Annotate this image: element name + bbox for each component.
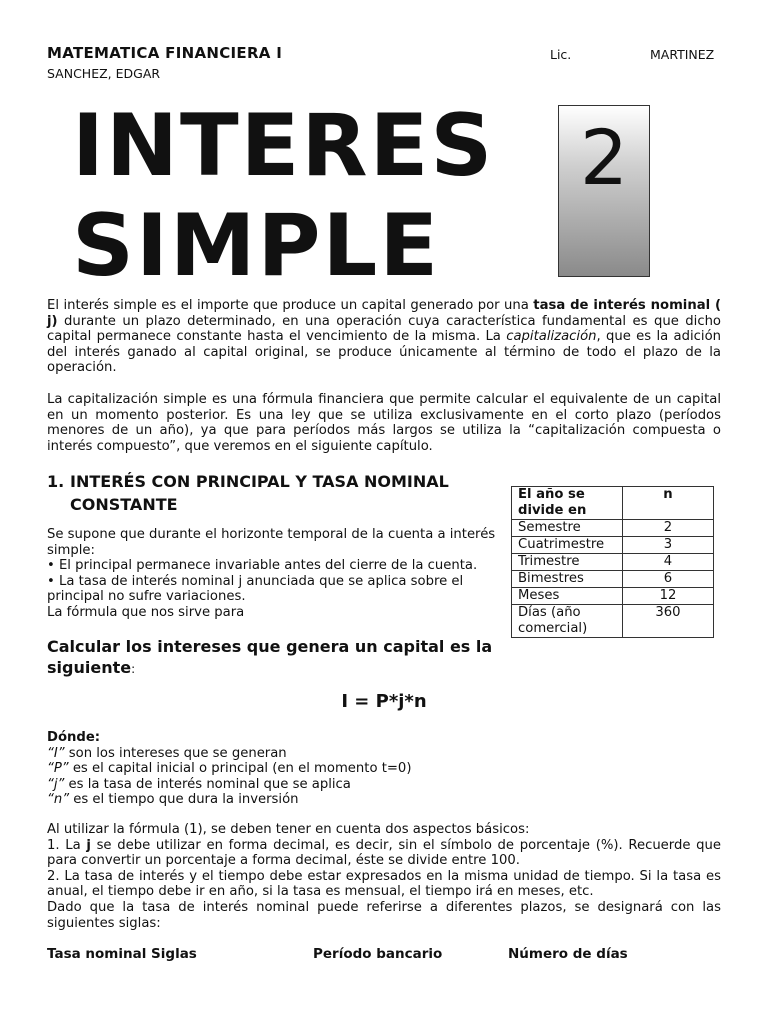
aspect-note: Dado que la tasa de interés nominal puede referirse a diferentes plazos, se designará con las siguientes siglas: <box>47 899 721 931</box>
bullet-item: • El principal permanece invariable antes del cierre de la cuenta. <box>47 558 478 574</box>
aspects-intro: Al utilizar la fórmula (1), se deben tener en cuenta dos aspectos básicos: <box>47 822 530 837</box>
author-surname: MARTINEZ <box>650 47 715 62</box>
intro-paragraph-1 <box>47 298 721 376</box>
table-header-cell: El año se divide en <box>512 487 623 520</box>
variable-symbol: “n” <box>47 792 70 808</box>
aspect-text: se debe utilizar en forma decimal, es decir, sin el símbolo de porcentaje (%). Recuerde que para convertir un porcentaje a forma decimal, éste se divide entre 100. <box>47 837 721 869</box>
table-cell: Trimestre <box>512 554 623 571</box>
column-header-days: Número de días <box>508 946 628 962</box>
variable-description: es el tiempo que dura la inversión <box>69 792 299 808</box>
variable-definitions <box>47 730 411 808</box>
table-row <box>512 520 714 537</box>
definition-item <box>47 777 411 793</box>
variable-symbol: “I” <box>47 745 65 761</box>
chapter-title <box>72 96 494 296</box>
table-row <box>512 571 714 588</box>
table-row <box>512 588 714 605</box>
intro-text: , que es la adición del interés ganado al capital original, se produce únicamente al término de todo el plazo de la operación. <box>47 329 721 376</box>
bullet-item: • La tasa de interés nominal j anunciada que se aplica sobre el principal no sufre variaciones. <box>47 573 464 605</box>
variable-description: es el capital inicial o principal (en el momento t=0) <box>68 761 412 777</box>
table-cell: Semestre <box>512 520 623 537</box>
variable-symbol: “j” <box>47 776 65 792</box>
chapter-number: 2 <box>579 113 629 202</box>
aspect-symbol: j <box>86 837 91 853</box>
chapter-number-box <box>558 105 650 277</box>
table-header-row <box>512 487 714 520</box>
aspect-item: 2. La tasa de interés y el tiempo debe estar expresados en la misma unidad de tiempo. Si la tasa es anual, el tiempo debe ir en año, si la tasa es mensual, el tiempo irá en meses, etc. <box>47 868 721 900</box>
section-body-text: Se supone que durante el horizonte temporal de la cuenta a interés simple: <box>47 527 496 558</box>
table-cell: 12 <box>623 588 714 605</box>
section-body <box>47 527 502 621</box>
periods-table <box>511 486 714 638</box>
chapter-title-line1: INTERES <box>72 96 495 196</box>
section-title-line2: CONSTANTE <box>70 495 178 514</box>
intro-text: El interés simple es el importe que produce un capital generado por una <box>47 298 534 313</box>
column-header-period: Período bancario <box>313 946 443 962</box>
aspect-text: 1. La <box>47 837 87 853</box>
variable-description: es la tasa de interés nominal que se aplica <box>64 776 351 792</box>
table-header-cell: n <box>623 487 714 520</box>
table-cell: Meses <box>512 588 623 605</box>
definition-item <box>47 792 411 808</box>
variable-symbol: “P” <box>47 761 69 777</box>
formula-intro <box>47 636 507 680</box>
section-number: 1. <box>47 472 65 491</box>
formula-intro-text: Calcular los intereses que genera un capital es la siguiente <box>47 637 493 677</box>
section-body-text: La fórmula que nos sirve para <box>47 604 245 620</box>
intro-paragraph-2: La capitalización simple es una fórmula financiera que permite calcular el equivalente de un capital en un momento posterior. Es una ley que se utiliza exclusivamente en el corto plazo (períodos menores de un año), ya que para períodos más largos se utiliza la “capitalización compuesta o interés compuesto”, que veremos en el siguiente capítulo. <box>47 392 721 454</box>
aspect-item <box>47 838 721 869</box>
intro-italic-term: capitalización <box>506 329 597 345</box>
table-cell: 3 <box>623 537 714 554</box>
variable-description: son los intereses que se generan <box>64 745 287 761</box>
simple-interest-formula: I = P*j*n <box>341 691 427 712</box>
table-cell: Bimestres <box>512 571 623 588</box>
course-title: MATEMATICA FINANCIERA I <box>47 44 283 62</box>
intro-bold-term: tasa de interés nominal ( j) <box>47 298 722 329</box>
table-cell: 4 <box>623 554 714 571</box>
author-prefix: Lic. <box>550 47 572 62</box>
definitions-heading: Dónde: <box>47 730 101 745</box>
table-cell: 360 <box>623 605 714 638</box>
section-title-line1: INTERÉS CON PRINCIPAL Y TASA NOMINAL <box>70 472 449 491</box>
author-name: SANCHEZ, EDGAR <box>47 66 161 81</box>
definition-item <box>47 746 411 762</box>
chapter-title-line2: SIMPLE <box>72 196 441 296</box>
table-cell: Días (año comercial) <box>512 605 623 638</box>
table-cell: 2 <box>623 520 714 537</box>
intro-text: durante un plazo determinado, en una operación cuya característica fundamental es que dicho capital permanece constante hasta el vencimiento de la misma. La <box>47 313 721 345</box>
table-row <box>512 605 714 638</box>
column-header-rate: Tasa nominal Siglas <box>47 946 197 962</box>
table-cell: 6 <box>623 571 714 588</box>
section-heading <box>47 470 517 516</box>
table-row <box>512 537 714 554</box>
table-cell: Cuatrimestre <box>512 537 623 554</box>
table-row <box>512 554 714 571</box>
aspects-block <box>47 822 721 931</box>
definition-item <box>47 761 411 777</box>
formula-intro-colon: : <box>131 662 136 676</box>
